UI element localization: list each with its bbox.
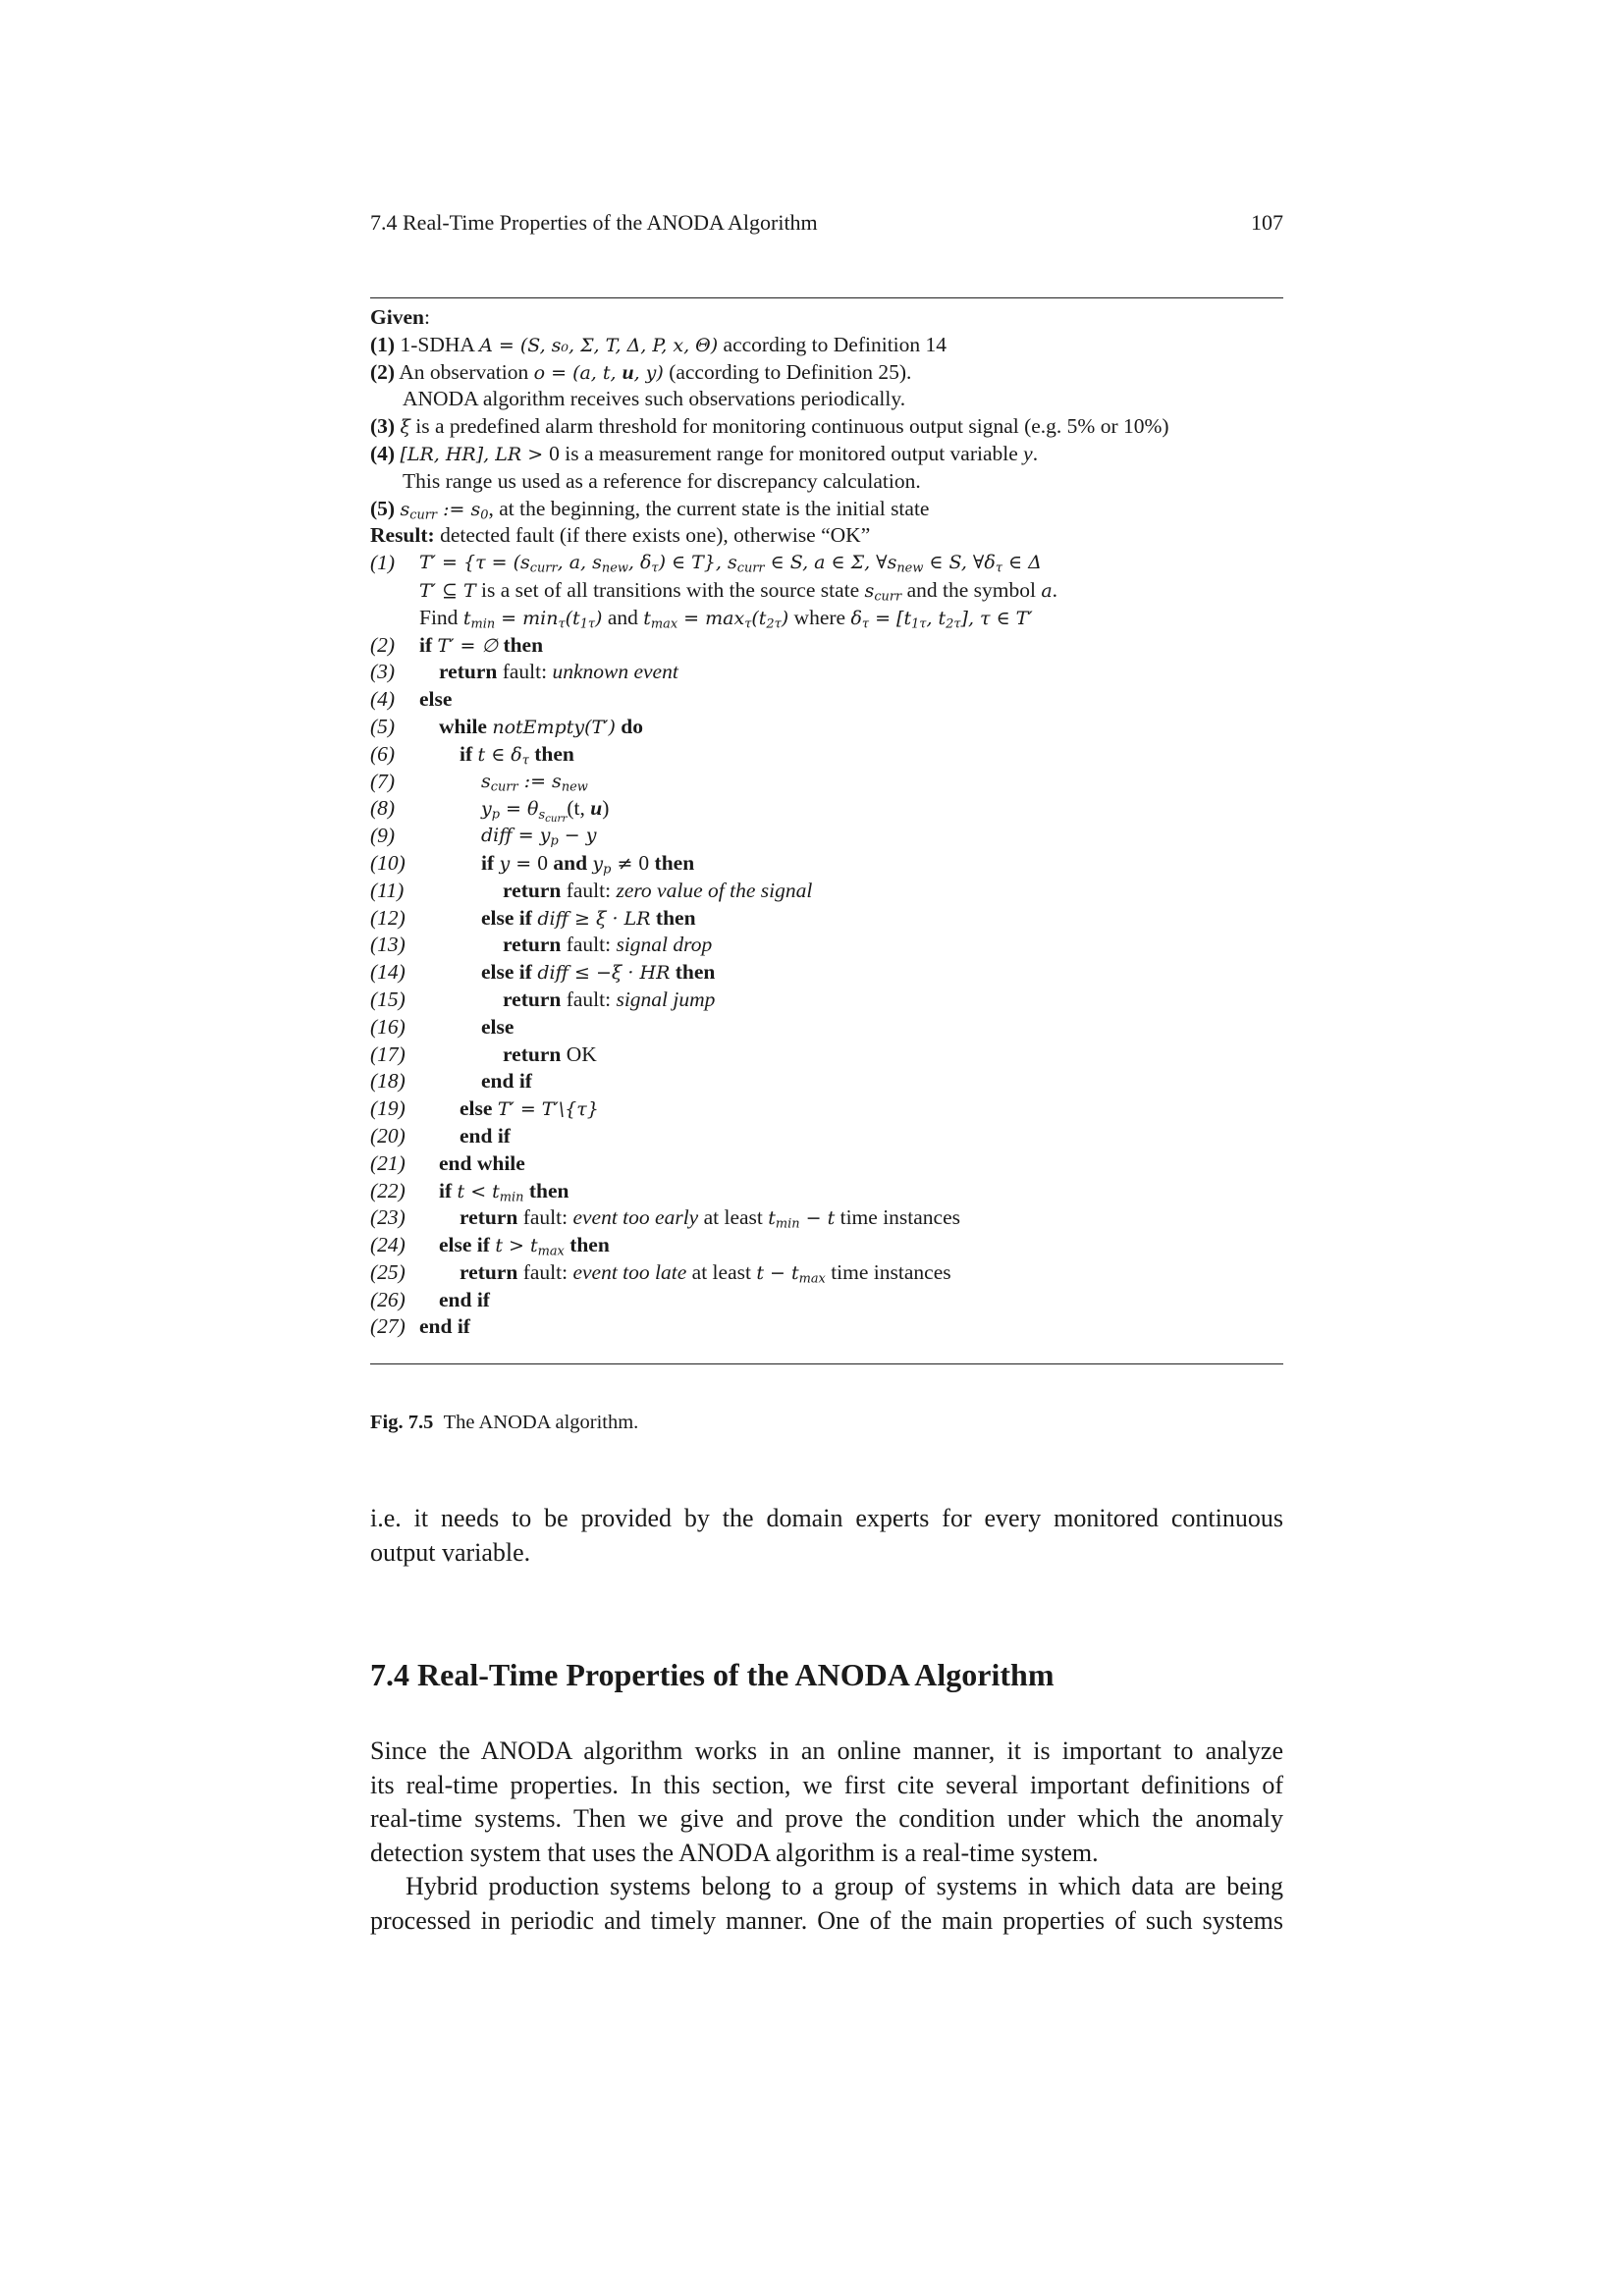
algo-given-4-cont xyxy=(370,468,1283,496)
given-4-continuation: This range us used as a reference for discrepancy calculation. xyxy=(403,468,921,493)
line-15-code: return fault: signal jump xyxy=(503,987,716,1011)
given-1-text: 1-SDHA xyxy=(400,332,480,356)
line-number: (5) xyxy=(370,714,396,738)
line-number: (21) xyxy=(370,1150,406,1175)
line-number: (12) xyxy=(370,905,406,930)
text-line: Since the ANODA algorithm works in an online manner, it is important to analyze xyxy=(370,1736,1283,1765)
text-line: real-time systems. Then we give and prove the condition under which the anomaly xyxy=(370,1804,1283,1833)
algo-line-14 xyxy=(370,959,1283,987)
algo-line-3 xyxy=(370,659,1283,686)
result-text: detected fault (if there exists one), otherwise “OK” xyxy=(434,523,871,548)
line-17-code: return OK xyxy=(503,1041,597,1066)
algo-line-27 xyxy=(370,1313,1283,1341)
algo-given-3 xyxy=(370,413,1283,441)
given-4-number: (4) xyxy=(370,441,396,465)
line-number: (4) xyxy=(370,687,396,712)
line-number: (9) xyxy=(370,824,396,848)
line-8-code: $y_p = \theta_{s_{curr}}(t$, u) xyxy=(481,796,610,825)
line-number: (24) xyxy=(370,1233,406,1257)
algo-line-22 xyxy=(370,1178,1283,1205)
algo-line-26 xyxy=(370,1287,1283,1314)
line-number: (7) xyxy=(370,769,396,793)
line-number: (14) xyxy=(370,960,406,985)
given-2-number: (2) xyxy=(370,359,396,384)
line-number: (2) xyxy=(370,632,396,657)
line-13-code: return fault: signal drop xyxy=(503,933,713,957)
algo-line-25 xyxy=(370,1259,1283,1287)
given-2-math: o = (a, t, xyxy=(533,361,623,384)
line-number: (15) xyxy=(370,987,406,1011)
given-label: Given xyxy=(370,305,424,329)
algo-line-24 xyxy=(370,1232,1283,1259)
line-27-code: end if xyxy=(419,1314,470,1339)
line-number: (17) xyxy=(370,1041,406,1066)
given-5-text: , at the beginning, the current state is the initial state xyxy=(488,496,930,520)
algo-line-21 xyxy=(370,1150,1283,1178)
line-14-code: else if diff ≤ −ξ · HR then xyxy=(481,960,716,985)
given-5-math: $s_{curr}$ := $s_0$ xyxy=(400,498,489,523)
algo-given xyxy=(370,304,1283,332)
figure-caption xyxy=(370,1409,638,1436)
given-4-math: [LR, HR], LR > xyxy=(400,443,550,465)
line-number: (20) xyxy=(370,1123,406,1148)
line-number: (18) xyxy=(370,1069,406,1094)
page-number: 107 xyxy=(1251,210,1283,235)
algorithm-bottom-rule xyxy=(370,1363,1283,1364)
algo-line-19 xyxy=(370,1095,1283,1123)
algo-given-1 xyxy=(370,332,1283,359)
line-number: (22) xyxy=(370,1178,406,1202)
algo-line-4 xyxy=(370,686,1283,714)
line-7-code: $s_{curr}$ := $s_{new}$ xyxy=(481,770,588,795)
running-head-section: 7.4 Real-Time Properties of the ANODA Algorithm xyxy=(370,210,818,235)
algorithm-listing xyxy=(370,304,1283,1341)
line-25-code: return fault: event too late at least $t - t_{max}$ time instances xyxy=(460,1259,951,1287)
given-4-text: 0 is a measurement range for monitored output variable xyxy=(549,441,1024,465)
line-number: (16) xyxy=(370,1014,406,1039)
line-6-code: if t ∈ $\delta_\tau$ then xyxy=(460,741,574,769)
given-1-number: (1) xyxy=(370,332,396,356)
algo-given-2-cont xyxy=(370,386,1283,413)
given-2-math-end: , y) xyxy=(633,361,664,384)
line-number: (25) xyxy=(370,1259,406,1284)
given-3-math: ξ xyxy=(400,416,410,439)
text-line: detection system that uses the ANODA algorithm is a real-time system. xyxy=(370,1838,1099,1867)
algo-line-10 xyxy=(370,850,1283,878)
algo-line-1c xyxy=(370,605,1283,632)
line-16-code: else xyxy=(481,1014,514,1039)
line-number: (23) xyxy=(370,1205,406,1230)
algo-line-23 xyxy=(370,1204,1283,1232)
given-2-continuation: ANODA algorithm receives such observations periodically. xyxy=(403,387,906,411)
paragraph-1 xyxy=(370,1735,1283,1870)
line-10-code: if y = 0 and $y_p \ne 0$ then xyxy=(481,850,695,878)
algo-line-17 xyxy=(370,1041,1283,1069)
line-number: (1) xyxy=(370,551,396,575)
given-3-text: is a predefined alarm threshold for monitoring continuous output signal (e.g. 5% or 10%) xyxy=(409,414,1169,439)
text-line: Hybrid production systems belong to a group of systems in which data are being xyxy=(406,1872,1283,1900)
algo-line-1b xyxy=(370,577,1283,605)
line-number: (10) xyxy=(370,850,406,875)
algo-given-4 xyxy=(370,441,1283,468)
line-5-code: while notEmpty(T′) do xyxy=(439,714,643,738)
line-11-code: return fault: zero value of the signal xyxy=(503,878,813,902)
text-line: its real-time properties. In this section, we first cite several important definitions of xyxy=(370,1770,1283,1799)
given-1-ref: according to Definition 14 xyxy=(718,332,947,356)
line-number: (27) xyxy=(370,1314,406,1339)
algo-given-2 xyxy=(370,359,1283,387)
line-12-code: else if diff ≥ ξ · LR then xyxy=(481,905,696,930)
caption-label: Fig. 7.5 xyxy=(370,1412,434,1433)
given-colon: : xyxy=(423,305,430,329)
algo-line-15 xyxy=(370,987,1283,1014)
line-number: (13) xyxy=(370,933,406,957)
line-22-code: if $t < t_{min}$ then xyxy=(439,1178,569,1205)
line-23-code: return fault: event too early at least $t_{min} - t$ time instances xyxy=(460,1205,961,1232)
algo-line-20 xyxy=(370,1123,1283,1150)
algo-line-11 xyxy=(370,878,1283,905)
algo-line-6 xyxy=(370,741,1283,769)
text-line: processed in periodic and timely manner. One of the main properties of such systems xyxy=(370,1905,1283,1935)
line-19-code: else T′ = T′\{τ} xyxy=(460,1096,599,1121)
line-1-code: $T' = \{\tau = (s_{curr}$, a, $s_{new}$, $\delta_\tau$) ∈ T}, $s_{curr}$ ∈ S, a ∈ Σ, $\forall s_{new}$ ∈ S, $\forall\delta_\tau$ ∈ Δ xyxy=(419,552,1042,576)
line-number: (3) xyxy=(370,660,396,684)
text-line: output variable. xyxy=(370,1537,531,1567)
given-2-text: An observation xyxy=(399,359,534,384)
given-1-math: A = (S, s₀, Σ, T, Δ, P, x, Θ) xyxy=(479,334,719,356)
given-5-number: (5) xyxy=(370,496,396,520)
given-4-y: y xyxy=(1023,441,1033,465)
algo-line-12 xyxy=(370,905,1283,933)
line-1c-code: Find $t_{min} = \min_\tau(t_{1\tau})$ and $t_{max} = \max_\tau(t_{2\tau})$ where $\delta_\tau = [t_{1\tau}$, $t_{2\tau}$], τ ∈ T′ xyxy=(419,605,1033,632)
line-2-code: if T′ = ∅ then xyxy=(419,632,544,657)
line-number: (26) xyxy=(370,1287,406,1311)
algo-line-1 xyxy=(370,550,1283,577)
line-24-code: else if $t > t_{max}$ then xyxy=(439,1233,610,1259)
line-3-code: return fault: unknown event xyxy=(439,660,678,684)
line-1b-code: T′ ⊆ T is a set of all transitions with the source state $s_{curr}$ and the symbol a. xyxy=(419,577,1058,605)
line-number: (8) xyxy=(370,796,396,821)
section-heading: 7.4 Real-Time Properties of the ANODA Algorithm xyxy=(370,1657,1055,1692)
paragraph-2 xyxy=(370,1870,1283,1938)
paragraph-continuation xyxy=(370,1502,1283,1570)
algorithm-top-rule xyxy=(370,297,1283,298)
line-18-code: end if xyxy=(481,1069,532,1094)
result-label: Result: xyxy=(370,523,435,548)
line-9-code: diff = $y_p - y$ xyxy=(481,825,597,849)
algo-result xyxy=(370,522,1283,550)
line-4-code: else xyxy=(419,687,453,712)
line-26-code: end if xyxy=(439,1287,490,1311)
algo-given-5 xyxy=(370,496,1283,523)
caption-text: The ANODA algorithm. xyxy=(443,1412,639,1433)
given-4-end: . xyxy=(1032,441,1039,465)
algo-line-9 xyxy=(370,823,1283,850)
algo-line-18 xyxy=(370,1068,1283,1095)
algo-line-2 xyxy=(370,632,1283,660)
given-2-u: u xyxy=(622,359,634,384)
line-21-code: end while xyxy=(439,1150,525,1175)
algo-line-5 xyxy=(370,714,1283,741)
algo-line-8 xyxy=(370,795,1283,823)
algo-line-13 xyxy=(370,932,1283,959)
line-number: (6) xyxy=(370,741,396,766)
algo-line-16 xyxy=(370,1014,1283,1041)
line-number: (19) xyxy=(370,1096,406,1121)
line-20-code: end if xyxy=(460,1123,511,1148)
text-line: i.e. it needs to be provided by the domain experts for every monitored continuous xyxy=(370,1504,1283,1532)
given-2-ref: (according to Definition 25). xyxy=(663,359,912,384)
algo-line-7 xyxy=(370,769,1283,796)
given-3-number: (3) xyxy=(370,414,396,439)
line-number: (11) xyxy=(370,878,405,902)
